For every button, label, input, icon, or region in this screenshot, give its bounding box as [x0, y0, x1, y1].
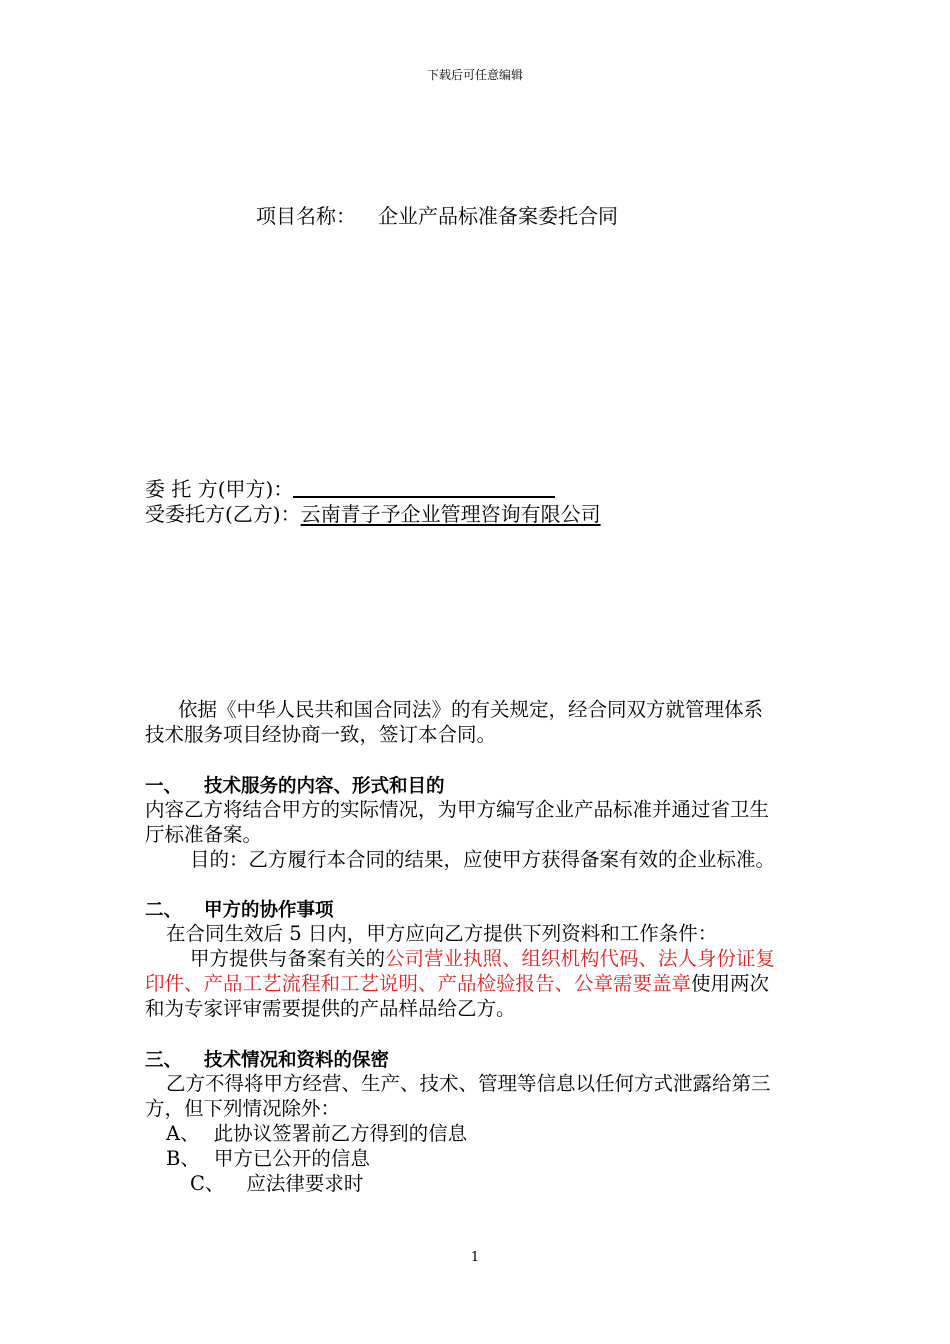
intro-line-2: 技术服务项目经协商一致，签订本合同。 [145, 723, 497, 746]
section-1-purpose: 目的：乙方履行本合同的结果，应使甲方获得备案有效的企业标准。 [190, 848, 776, 871]
section-2-title: 甲方的协作事项 [204, 900, 334, 921]
list-item-marker: B、 [166, 1147, 200, 1170]
list-item-marker: A、 [166, 1122, 200, 1145]
section-2-line-2-text: 甲方提供与备案有关的 [190, 947, 386, 970]
section-3-line-2: 方，但下列情况除外： [145, 1097, 341, 1120]
section-3-line-1: 乙方不得将甲方经营、生产、技术、管理等信息以任何方式泄露给第三 [166, 1072, 771, 1095]
list-item-text: 甲方已公开的信息 [213, 1147, 370, 1170]
section-3-heading [145, 1046, 389, 1072]
list-item [166, 1146, 370, 1171]
project-title-label: 项目名称： [256, 204, 356, 228]
intro-line-1: 依据《中华人民共和国合同法》的有关规定，经合同双方就管理体系 [178, 698, 764, 721]
section-1-heading [145, 772, 445, 798]
list-item-text: 应法律要求时 [246, 1172, 364, 1195]
section-2-required-docs-2: 印件、产品工艺流程和工艺说明、产品检验报告、公章需要盖章 [145, 972, 692, 995]
section-2-line-1: 在合同生效后 5 日内，甲方应向乙方提供下列资料和工作条件： [166, 922, 718, 945]
project-title-value: 企业产品标准备案委托合同 [378, 204, 618, 228]
list-item [190, 1171, 363, 1196]
list-item-text: 此协议签署前乙方得到的信息 [213, 1122, 468, 1145]
section-1-content-1: 内容乙方将结合甲方的实际情况，为甲方编写企业产品标准并通过省卫生 [145, 798, 770, 821]
section-2-line-2 [190, 946, 775, 971]
section-2-number: 二、 [145, 900, 183, 921]
party-b-label: 受委托方(乙方)： [145, 502, 301, 526]
party-a-blank [293, 478, 555, 498]
page-number: 1 [470, 1250, 480, 1265]
section-2-heading [145, 896, 334, 922]
header-note: 下载后可任意编辑 [426, 68, 523, 82]
project-title [256, 200, 618, 229]
section-1-content-2: 厅标准备案。 [145, 823, 263, 846]
section-3-number: 三、 [145, 1050, 183, 1071]
section-2-required-docs-1: 公司营业执照、组织机构代码、法人身份证复 [385, 947, 776, 970]
list-item-marker: C、 [190, 1172, 225, 1195]
section-3-title: 技术情况和资料的保密 [204, 1050, 390, 1071]
party-b-line [145, 498, 601, 527]
section-1-title: 技术服务的内容、形式和目的 [204, 776, 445, 797]
party-b-name: 云南青子予企业管理咨询有限公司 [300, 502, 601, 526]
party-a-label: 委 托 方(甲方)： [145, 477, 294, 501]
section-1-number: 一、 [145, 776, 183, 797]
list-item [166, 1121, 467, 1146]
section-2-line-3 [145, 971, 769, 996]
section-2-line-4: 和为专家评审需要提供的产品样品给乙方。 [145, 997, 516, 1020]
section-2-line-3-text: 使用两次 [691, 972, 770, 995]
